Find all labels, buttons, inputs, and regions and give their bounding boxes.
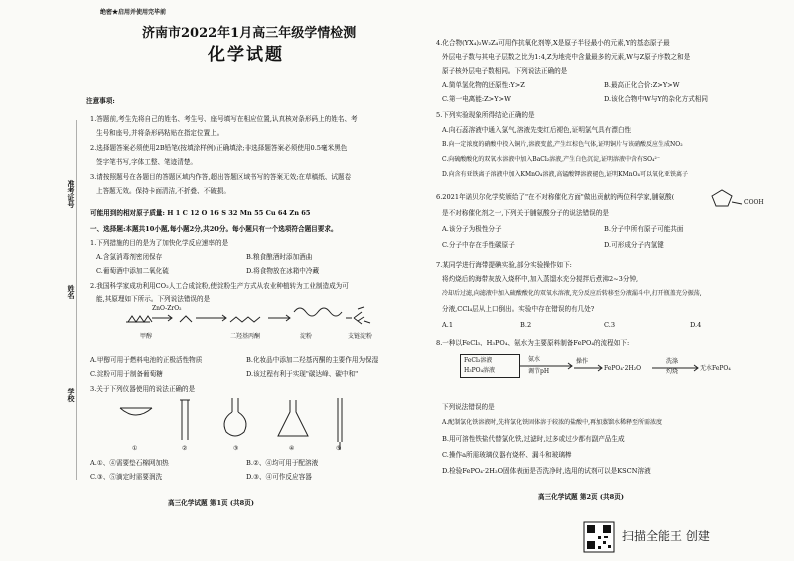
- q6-stem: 6.2021年诺贝尔化学奖颁给了"在不对称催化方面"做出贡献的两位科学家,脯氨酸(: [436, 193, 675, 201]
- q2-option-a: A.甲醇可用于燃料电池的正极活性物质: [90, 356, 203, 364]
- scanner-watermark: 扫描全能王 创建: [622, 529, 710, 543]
- q5-option-a: A.向石蕊溶液中通入氯气,溶液先变红后褪色,证明氯气具有漂白性: [442, 126, 632, 134]
- q7-text: 分液,CCl₄层从上口倒出。实验中存在错误的有几处?: [442, 305, 595, 313]
- q7-option-d: D.4: [690, 321, 702, 329]
- q8-option-b: B.用可溶性铁盐代替氯化铁,过滤时,过多或过少都有副产品生成: [442, 435, 625, 443]
- q4-option-d: D.该化合物中W与Y的杂化方式相同: [604, 95, 708, 103]
- q2-option-b: B.化妆品中添加二羟基丙酮的主要作用为保湿: [246, 356, 379, 364]
- q4-stem: 4.化合物(YX₄)₂W₂Z₄可用作抗氧化剂等,X是原子半径最小的元素,Y的基态原子最: [436, 39, 670, 47]
- note-line: 2.选择题答案必须使用2B铅笔(按填涂样例)正确填涂;非选择题答案必须使用0.5毫米黑色: [90, 144, 348, 152]
- q1-option-a: A.含氯消毒剂密闭保存: [96, 253, 163, 261]
- flow-label: 灼烧: [666, 368, 679, 375]
- q1-option-d: D.将食物放在冰箱中冷藏: [246, 267, 320, 275]
- carboxyl-label: COOH: [744, 199, 764, 206]
- note-line: 1.答题前,考生先将自己的姓名、考生号、座号填写在相应位置,认真核对条形码上的姓名、考: [90, 115, 358, 123]
- q6-stem-cont: 是不对称催化剂之一,下列关于脯氨酸分子的说法错误的是: [442, 209, 609, 217]
- apparatus-number: ④: [289, 445, 295, 452]
- q4-option-b: B.最高正化合价:Z>Y>W: [604, 81, 680, 89]
- q8-option-d: D.检验FePO₄·2H₂O固体表面是否洗净时,选用的试剂可以是KSCN溶液: [442, 467, 651, 475]
- q7-option-c: C.3: [604, 321, 616, 329]
- q1-stem: 1.下列措施的目的是为了加快化学反应速率的是: [90, 239, 229, 247]
- q5-option-d: D.向含有亚铁离子溶液中加入KMnO₄溶液,高锰酸钾溶液褪色,证明KMnO₄可以氧化亚铁离子: [442, 171, 688, 178]
- q5-option-b: B.向一定浓度的硝酸中投入铜片,溶液变蓝,产生红棕色气体,证明铜片与该硝酸反应生成NO₂: [442, 141, 683, 148]
- flow-label: 洗涤: [666, 358, 679, 365]
- note-line: 签字笔书写,字体工整、笔迹清楚。: [96, 158, 198, 166]
- q5-stem: 5.下列实验现象所得结论正确的是: [436, 111, 535, 119]
- q3-stem: 3.关于下列仪器使用的说法正确的是: [90, 385, 196, 393]
- scheme-label: 甲醇: [140, 333, 153, 340]
- note-line: 3.请按照题号在各题目的答题区域内作答,超出答题区域书写的答案无效;在草稿纸、试题卷: [90, 173, 352, 181]
- q2-option-c: C.淀粉可用于制备葡萄糖: [90, 370, 163, 378]
- q4-stem-cont: 原子核外层电子数相同。下列说法正确的是: [442, 67, 568, 75]
- school-label: 学校: [67, 388, 76, 402]
- q1-option-b: B.粮食酿酒时添加酒曲: [246, 253, 313, 261]
- q2-option-d: D.该过程有利于实现"碳达峰、碳中和": [246, 370, 359, 378]
- q3-option-d: D.③、④可作反应容器: [246, 473, 312, 481]
- q2-stem-cont: 能,其原理如下所示。下列说法错误的是: [96, 295, 211, 303]
- q6-option-d: D.可形成分子内氢键: [604, 241, 664, 249]
- scheme-label: 支链淀粉: [348, 333, 373, 340]
- section-one-heading: 一、选择题:本题共10小题,每小题2分,共20分。每小题只有一个选项符合题目要求。: [90, 225, 338, 233]
- q3-option-b: B.②、④均可用于配溶液: [246, 459, 319, 467]
- exam-no-label: 准考证号: [67, 180, 76, 208]
- q3-option-c: C.③、⑤滴定时需要润洗: [90, 473, 163, 481]
- scheme-label: 淀粉: [300, 333, 313, 340]
- flow-label: H₃PO₄溶液: [464, 367, 495, 374]
- note-line: 上答题无效。保持卡面清洁,不折叠、不破损。: [96, 187, 230, 195]
- apparatus-number: ①: [132, 445, 138, 452]
- q6-option-b: B.分子中所有原子可能共面: [604, 225, 684, 233]
- flow-label: 无水FePO₄: [700, 365, 731, 372]
- catalyst-label: ZnO-ZrO₂: [152, 305, 182, 312]
- page-footer-left: 高三化学试题 第1页 (共8页): [168, 499, 254, 507]
- atomic-masses: 可能用到的相对原子质量: H 1 C 12 O 16 S 32 Mn 55 Cu 64 Zn 65: [90, 209, 311, 217]
- q7-stem: 7.某同学进行海带提碘实验,部分实验操作如下:: [436, 261, 572, 269]
- q6-option-c: C.分子中存在手性碳原子: [442, 241, 515, 249]
- notes-heading: 注意事项:: [86, 97, 115, 105]
- apparatus-number: ⑤: [336, 445, 342, 452]
- q1-option-c: C.葡萄酒中添加二氧化硫: [96, 267, 169, 275]
- q7-option-b: B.2: [520, 321, 532, 329]
- flow-label: FeCl₃溶液: [464, 357, 493, 364]
- apparatus-number: ②: [182, 445, 188, 452]
- scheme-label: 二羟基丙酮: [230, 333, 261, 340]
- flow-label: 操作: [576, 358, 589, 365]
- q8-option-a: A.配制氯化铁溶液时,先将氯化铁固体溶于较浓的盐酸中,再加蒸馏水稀释至所需浓度: [442, 419, 663, 426]
- q4-option-a: A.简单氢化物的还原性:Y>Z: [442, 81, 525, 89]
- q4-stem-cont: 外层电子数与其电子层数之比为1:4,Z为地壳中含量最多的元素,W与Z原子序数之和是: [442, 53, 691, 61]
- note-line: 生号和座号,并将条形码粘贴在指定位置上。: [96, 129, 224, 137]
- q8-option-c: C.操作a所需玻璃仪器有烧杯、漏斗和玻璃棒: [442, 451, 572, 459]
- secret-label: 绝密★启用并使用完毕前: [100, 9, 167, 16]
- q5-option-c: C.向硫酸酸化的双氧水溶液中加入BaCl₂溶液,产生白色沉淀,证明溶液中含有SO₄²⁻: [442, 156, 661, 163]
- subject-title: 化学试题: [208, 45, 284, 65]
- q4-option-c: C.第一电离能:Z>Y>W: [442, 95, 511, 103]
- q7-text: 冷却后过滤,向滤液中加入硫酸酸化的双氧水溶液,充分反应后转移至分液漏斗中,打开瓶盖充分振荡,: [442, 290, 702, 297]
- page-footer-right: 高三化学试题 第2页 (共8页): [538, 493, 624, 501]
- name-label: 姓名: [67, 285, 76, 299]
- apparatus-number: ③: [233, 445, 239, 452]
- exam-title: 济南市2022年1月高三年级学情检测: [142, 26, 357, 41]
- flow-label: 调节pH: [528, 368, 550, 375]
- q2-stem: 2.我国科学家成功利用CO₂人工合成淀粉,使淀粉生产方式从农业种植转为工业制造成为可: [90, 282, 349, 290]
- q6-option-a: A.该分子为极性分子: [442, 225, 502, 233]
- q3-option-a: A.①、④需要垫石棉网加热: [90, 459, 169, 467]
- q7-text: 将灼烧后的海带灰放入烧杯中,加入蒸馏水充分搅拌后煮沸2~3分钟,: [442, 275, 639, 283]
- flow-label: 氨水: [528, 356, 541, 363]
- q8-stem: 8.一种以FeCl₃、H₃PO₄、氨水为主要原料制备FePO₄的流程如下:: [436, 339, 630, 347]
- q8-subquestion: 下列说法错误的是: [442, 403, 495, 411]
- flow-label: FePO₄·2H₂O: [604, 365, 642, 372]
- q7-option-a: A.1: [442, 321, 454, 329]
